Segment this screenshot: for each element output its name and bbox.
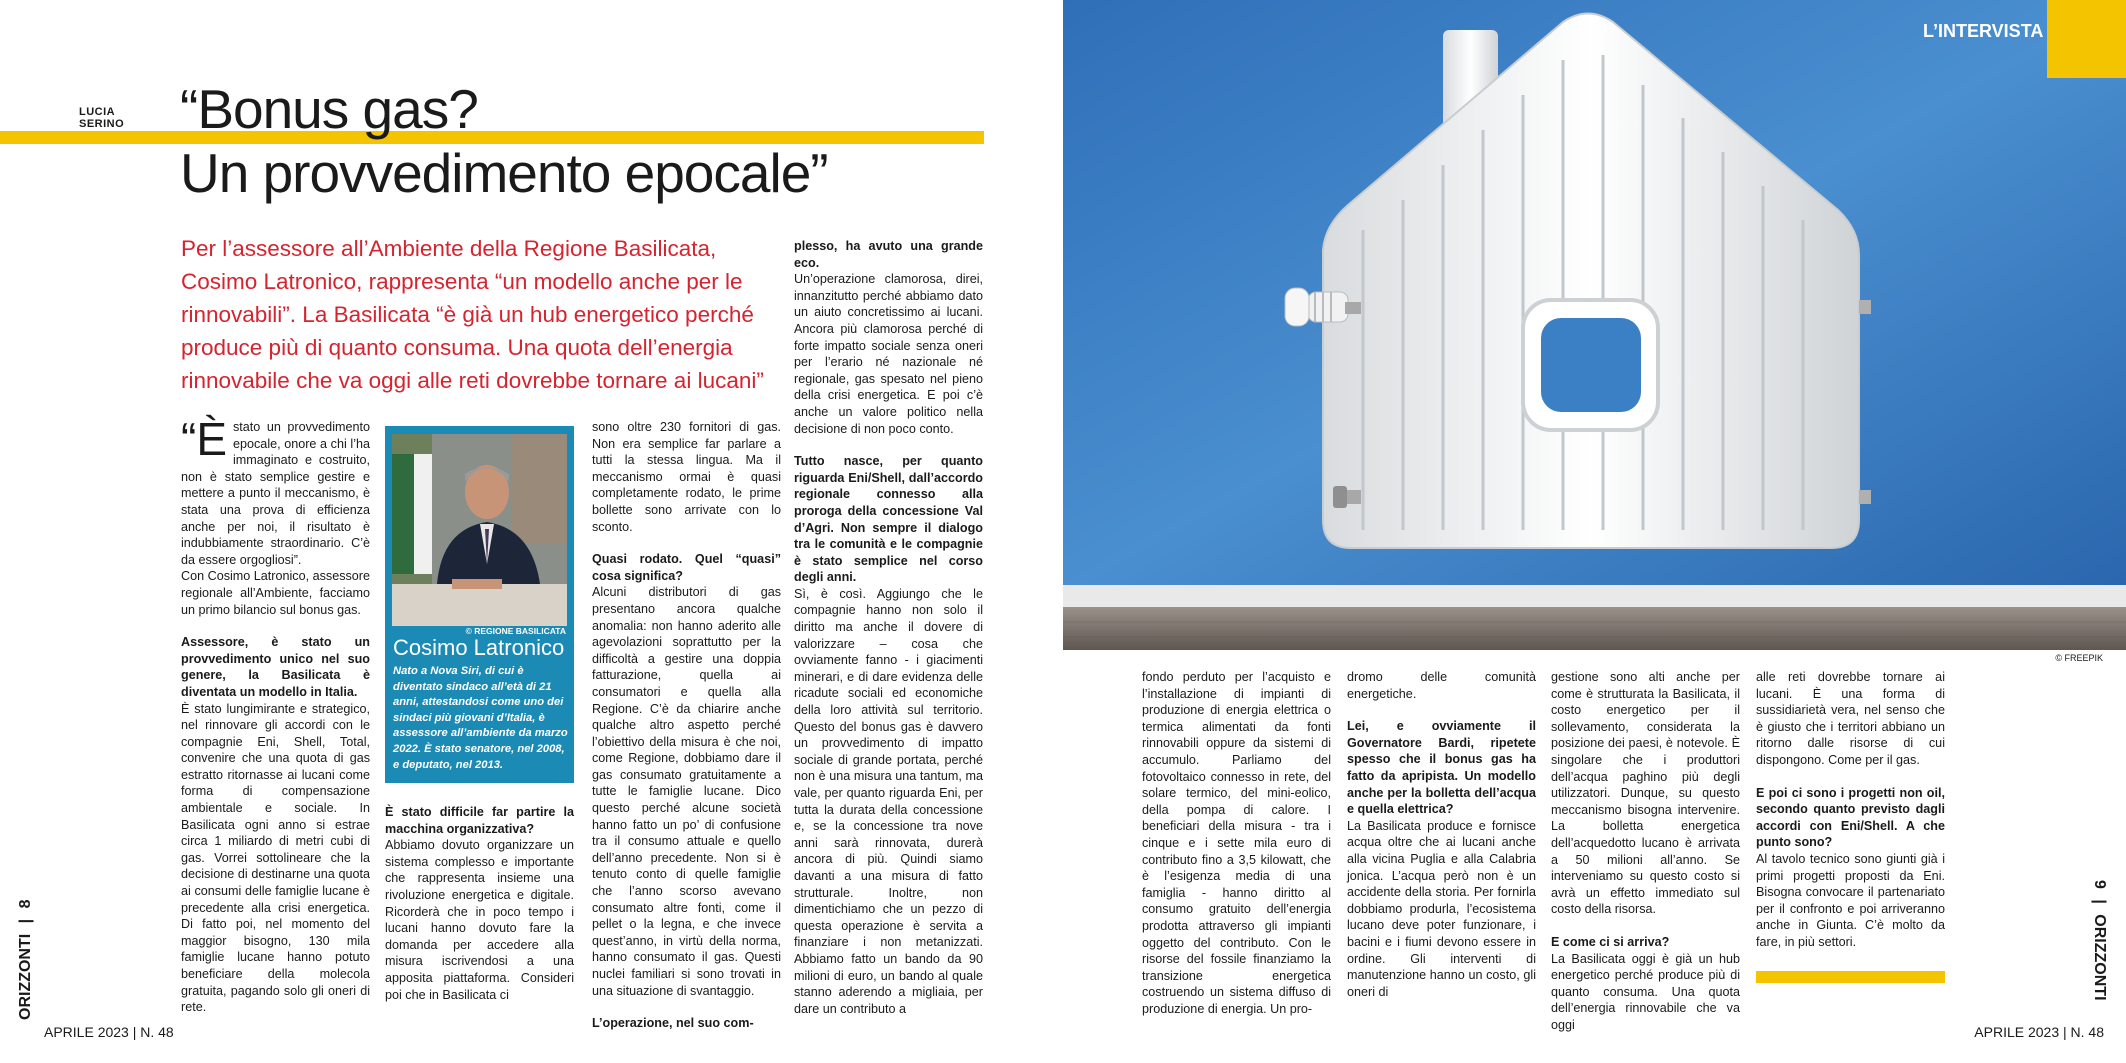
article-end-bar [1756,971,1945,983]
answer-3: Alcuni distributori di gas presentano ancora qualche anomalia: non hanno aderito alle agevolazioni soprattutto per la difficoltà a gestire una doppia fatturazione, quella ai consumatori e quella alla Regione. C’è da chiarire anche qualche altro aspetto perché l’obiettivo della misura è che noi, come Regione, dobbiamo dare il gas consumato gratuitamente a tutte le famiglie lucane. Dico questo perché alcune società hanno fatto un po’ di confusione tra il consumo attuale e quello dell’anno precedente. Non si è tenuto conto di quelle famiglie che l’anno scorso avevano consumato altre fonti, come il pellet o la legna, e che invece quest’anno, in virtù della norma, hanno consumato il gas. Questi nuclei familiari si sono trovati in una situazione di svantaggio. [592,585,781,998]
column-4 [794,238,983,1017]
column-3 [592,419,781,1032]
question-3: Quasi rodato. Quel “quasi” cosa significa? [592,552,781,583]
column-5-paragraph: fondo perduto per l’acquisto e l’installazione di impianti di produzione di energia elettrica o termica alimentati da fonti rinnovabili oppure da sistemi di accumulo. Parliamo del fotovoltaico connesso in rete, del solare termico, del mini-eolico, della pompa di calore. I beneficiari della misura - tra i cinque e i sette mila euro di contributo fino a 3,5 kilowatt, che è l’esigenza media di una famiglia - hanno diritto al consumo gratuito dell’energia prodotta attraverso gli impianti oggetto del contributo. Con le risorse del fossile finanziamo la transizione energetica costruendo un sistema diffuso di produzione di energia. Un pro- [1142,670,1331,1016]
column-8-paragraph: alle reti dovrebbe tornare ai lucani. È una forma di sussidiarietà vera, nel senso che è giusto che i territori abbiano un ritorno dalle risorse di cui dispongono. Come per il gas. [1756,670,1945,767]
answer-6: La Basilicata produce e fornisce acqua oltre che ai lucani anche alla vicina Puglia e alla Calabria jonica. L’acqua però non è un accidente della storia. Per fornirla dobbiamo produrla, l’ecosistema lucano deve poter funzionare, i bacini e i fiumi devono essere in ordine. Gli interventi di manutenzione hanno un costo, gli oneri di [1347,818,1536,999]
folio-separator: | [17,918,34,924]
portrait-illustration [392,434,567,626]
question-4-start: L’operazione, nel suo com- [592,1016,754,1031]
hero-image [1063,0,2126,650]
question-1: Assessore, è stato un provvedimento unico nel suo genere, la Basilicata è diventata un modello in Italia. [181,635,370,699]
answer-4: Un’operazione clamorosa, direi, innanzitutto perché abbiamo dato un aiuto concretissimo ai lucani. Ancora più clamorosa perché di forte impatto sociale senza oneri per l’erario né nazionale né regionale, gas spesato nel pieno della crisi energetica. E poi c’è anche un valore politico nella decisione di non poco conto. [794,272,983,436]
column-6-paragraph: dromo delle comunità energetiche. [1347,670,1536,701]
portrait-box [385,426,574,783]
folio-left [16,880,36,1020]
author-byline [79,106,124,130]
image-credit: © FREEPIK [2055,653,2103,663]
folio-section: ORIZZONTI [17,933,34,1020]
column-8 [1756,669,1945,951]
question-2: È stato difficile far partire la macchina organizzativa? [385,805,574,836]
answer-8: Al tavolo tecnico sono giunti già i primi progetti proposti da Eni. Bisogna convocare il partenariato per il confronto e poi arriveranno anche in Giunta. C’è molto da fare, in più settori. [1756,851,1945,949]
headline-line-1: “Bonus gas? [180,78,478,140]
intro-paragraph-2: Con Cosimo Latronico, assessore regionale all’Ambiente, facciamo un primo bilancio sul bonus gas. [181,569,370,617]
column-2 [385,804,574,1003]
column-7 [1551,669,1740,1033]
column-3-paragraph: sono oltre 230 fornitori di gas. Non era semplice far parlare a tutti la stessa lingua. Ma il meccanismo ormai è quasi completamente rodato, le prime bollette sono arrivate con lo sconto. [592,420,781,534]
standfirst: Per l’assessore all’Ambiente della Regione Basilicata, Cosimo Latronico, rappresenta “un modello anche per le rinnovabili”. La Basilicata “è già un hub energetico perché produce più di quanto consuma. Una quota dell’energia rinnovabile che va oggi alle reti dovrebbe tornare ai lucani” [181,236,764,393]
answer-7: La Basilicata oggi è già un hub energetico perché produce più di quanto consuma. Una quota dell’energia rinnovabile che va oggi [1551,951,1740,1032]
answer-1: È stato lungimirante e strategico, nel rinnovare gli accordi con le compagnie Eni, Shell, Total, convenire che una quota di gas estratto ritornasse ai lucani come forma di compensazione ambientale e sociale. In Basilicata ogni anno si estrae circa 1 miliardo di metri cubi di gas. Vorrei sottolineare che la decisione di destinarne una quota ai consumi delle famiglie lucane è precedente alla crisi energetica. Di fatto poi, nel momento del maggior bisogno, 130 mila famiglie lucane hanno potuto beneficiare della molecola gratuita, pagando solo gli oneri di rete. [181,701,370,1015]
footer-date: APRILE 2023 | N. 48 [1974,1024,2104,1040]
answer-2: Abbiamo dovuto organizzare un sistema complesso e importante che rappresenta insieme una rivoluzione energetica e digitale. Ricorderà che in poco tempo i lucani hanno dovuto fare la domanda per accedere alla misura iscrivendosi a una apposita piattaforma. Consideri poi che in Basilicata ci [385,838,574,1002]
photo-credit: © REGIONE BASILICATA [465,626,566,636]
folio-separator: | [2091,899,2108,904]
section-label: L’INTERVISTA [1923,21,2044,41]
question-8: E poi ci sono i progetti non oil, secondo quanto previsto dagli accordi con Eni/Shell. A che punto sono? [1756,785,1945,850]
intro-paragraph: stato un provvedimento epocale, onore a chi l’ha immaginato e costruito, non è stato semplice gestire e mettere a punto il meccanismo, è stata una prova di efficienza anche per noi, il risultato è indubbiamente straordinario. C’è da essere orgogliosi”. [181,420,370,567]
column-5 [1142,669,1331,1017]
author-last-name: SERINO [79,118,125,130]
folio-number: 9 [2091,880,2108,889]
column-1 [181,413,370,1016]
drop-cap: “È [181,413,227,465]
question-6: Lei, e ovviamente il Governatore Bardi, ripetete spesso che il bonus gas ha fatto da apripista. Un modello anche per la bolletta dell’acqua e quella elettrica? [1347,719,1536,817]
folio-number: 8 [17,899,34,909]
footer-date: APRILE 2023 | N. 48 [44,1024,174,1040]
column-7-paragraph: gestione sono alti anche per come è strutturata la Basilicata, il costo energetico per il sollevamento, considerata la posizione dei paesi, è notevole. È singolare che i produttori dell’acqua paghino più degli utilizzatori. Dunque, su questo meccanismo bisogna intervenire. La bolletta energetica dell’acquedotto lucano è arrivata a 50 milioni all’anno. Se interveniamo su questo costo si avrà un effetto immediato sul costo della risorsa. [1551,670,1740,917]
radiator-house-illustration [1063,0,2126,650]
right-page [1063,0,2126,1063]
caption-text: Nato a Nova Siri, di cui è diventato sindaco all’età di 21 anni, attestandosi come uno dei sindaci più giovani d’Italia, è assessore all’ambiente da marzo 2022. È stato senatore, nel 2008, e deputato, nel 2013. [393,665,568,771]
question-7: E come ci si arriva? [1551,934,1670,949]
headline [180,78,1000,204]
column-6 [1347,669,1536,1000]
portrait-photo [392,434,567,626]
author-first-name: LUCIA [79,106,116,118]
folio-section: ORIZZONTI [2091,914,2108,1001]
question-5: Tutto nasce, per quanto riguarda Eni/Shell, dall’accordo regionale connesso alla proroga della concessione Val d’Agri. Non sempre il dialogo tra le comunità e le compagnie è stato semplice nel corso degli anni. [794,454,983,585]
headline-line-2: Un provvedimento epocale” [180,142,828,204]
caption-name: Cosimo Latronico [393,635,565,660]
answer-5: Sì, è così. Aggiungo che le compagnie hanno non solo il diritto ma anche il dovere di valorizzare – cosa che ovviamente fanno - i giacimenti minerari, e di dare evidenza delle ricadute sociali ed economiche della loro attività sul territorio. Questo del bonus gas è davvero un provvedimento di impatto sociale di grande portata, perché non è una misura una tantum, ma vale, per quanto riguarda Eni, per tutta la durata della concessione e, se la concessione tra nove anni sarà rinnovata, durerà ancora di più. Quindi siamo davanti a una misura di fatto strutturale. Inoltre, non dimentichiamo che un pezzo di questa operazione è servita a finanziare i non metanizzati. Abbiamo fatto un bando da 90 milioni di euro, un bando al quale stanno aderendo a migliaia, per dare un contributo a [794,586,983,1016]
folio-right [2089,880,2109,1020]
question-4-end: plesso, ha avuto una grande eco. [794,239,983,270]
